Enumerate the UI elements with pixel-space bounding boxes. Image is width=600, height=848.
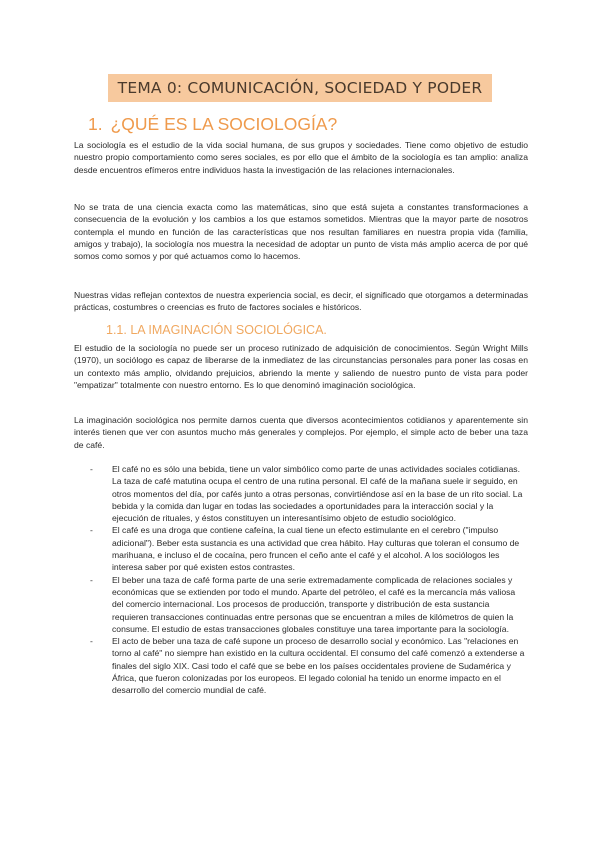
- section-number: 1.: [88, 114, 103, 134]
- title-banner: [0, 74, 600, 102]
- paragraph-text: Nuestras vidas reflejan contextos de nuestra experiencia social, es decir, el significado que otorgamos a determinadas prácticas, costumbres o creencias es fruto de factores sociales e históricos.: [74, 290, 528, 313]
- list-item-text: El café es una droga que contiene cafeína, la cual tiene un efecto estimulante en el cerebro ("impulso adicional"). Beber esta sustancia es una actividad que crea hábito. Hay culturas que toleran el consumo de marihuana, e incluso el de cocaína, pero fruncen el ceño ante el café y el alcohol. A los sociólogos les interesa saber por qué existen estos contrastes.: [112, 525, 520, 573]
- paragraph: [74, 342, 528, 391]
- bullet-marker: -: [90, 636, 93, 647]
- paragraph-text: La sociología es el estudio de la vida social humana, de sus grupos y sociedades. Tiene como objetivo de estudio nuestro propio comportamiento como seres sociales, es por ello que el ámbito de la sociología es tan amplio: analiza desde encuentros efímeros entre individuos hasta la investigación de las relaciones internacionales.: [74, 140, 528, 175]
- list-item-text: El beber una taza de café forma parte de una serie extremadamente complicada de relaciones sociales y económicas que se extienden por todo el mundo. Aparte del petróleo, el café es la mercancía más valiosa del comercio internacional. Los procesos de producción, transporte y distribución de esta sustancia requieren transacciones continuadas entre personas que se encuentran a miles de kilómetros de quien la consume. El estudio de estas transacciones globales constituye una tarea importante para la sociología.: [112, 574, 516, 634]
- bullet-marker: -: [90, 464, 93, 474]
- paragraph-text: No se trata de una ciencia exacta como las matemáticas, sino que está sujeta a constantes transformaciones a consecuencia de la evolución y los cambios a los que estamos sometidos. Mientras que la mayor parte de nosotros contempla el mundo en función de las características que nos resultan familiares en nuestra propia vida (familia, amigos y trabajo), la sociología nos muestra la necesidad de adoptar un punto de vista más amplio acerca de por qué somos como somos y por qué actuamos como lo hacemos.: [74, 202, 528, 262]
- bullet-marker: -: [90, 525, 93, 536]
- paragraph: [74, 414, 528, 451]
- list-item: [90, 574, 528, 635]
- list-item-text: El café no es sólo una bebida, tiene un valor simbólico como parte de unas actividades sociales cotidianas. La taza de café matutina ocupa el centro de una rutina personal. El café de la mañana suele ir seguido, en otros momentos del día, por cafés junto a otras personas, convirtiéndose así en la base de un rito social. La bebida y la comida dan lugar en todas las sociedades a oportunidades para la interacción social y la ejecución de rituales, y éstos constituyen un interesantísimo objeto de estudio sociológico.: [112, 464, 523, 524]
- subsection-heading: 1.1. LA IMAGINACIÓN SOCIOLÓGICA.: [106, 323, 327, 337]
- paragraph-text: La imaginación sociológica nos permite darnos cuenta que diversos acontecimientos cotidianos y aparentemente sin interés tienen que ver con asuntos mucho más generales y complejos. Por ejemplo, el simple acto de beber una taza de café.: [74, 415, 528, 450]
- bullet-marker: -: [90, 574, 93, 585]
- list-item-text: El acto de beber una taza de café supone un proceso de desarrollo social y económico. Las "relaciones en torno al café" no siempre han existido en la cultura occidental. El consumo del café comenzó a extenderse a finales del siglo XIX. Casi todo el café que se bebe en los países occidentales proviene de Sudamérica y África, que fueron colonizadas por los europeos. El legado colonial ha tenido un enorme impacto en el desarrollo del comercio mundial de café.: [112, 636, 525, 696]
- bullet-list: [90, 463, 528, 697]
- paragraph: [74, 201, 528, 262]
- list-item: [90, 463, 528, 524]
- list-item: [90, 524, 528, 573]
- section-title: ¿QUÉ ES LA SOCIOLOGÍA?: [110, 114, 338, 134]
- document-title: TEMA 0: COMUNICACIÓN, SOCIEDAD Y PODER: [108, 74, 493, 102]
- section-heading: [88, 114, 337, 135]
- paragraph: [74, 289, 528, 314]
- paragraph: [74, 139, 528, 176]
- list-item: [90, 635, 528, 696]
- paragraph-text: El estudio de la sociología no puede ser un proceso rutinizado de adquisición de conocimientos. Según Wright Mills (1970), un sociólogo es capaz de liberarse de la inmediatez de las circunstancias personales para poner las cosas en un contexto más amplio, olvidando prejuicios, abriendo la mente y saliendo de nuestro punto de vista para poder "empatizar" totalmente con nuestro entorno. Es lo que denominó imaginación sociológica.: [74, 343, 528, 390]
